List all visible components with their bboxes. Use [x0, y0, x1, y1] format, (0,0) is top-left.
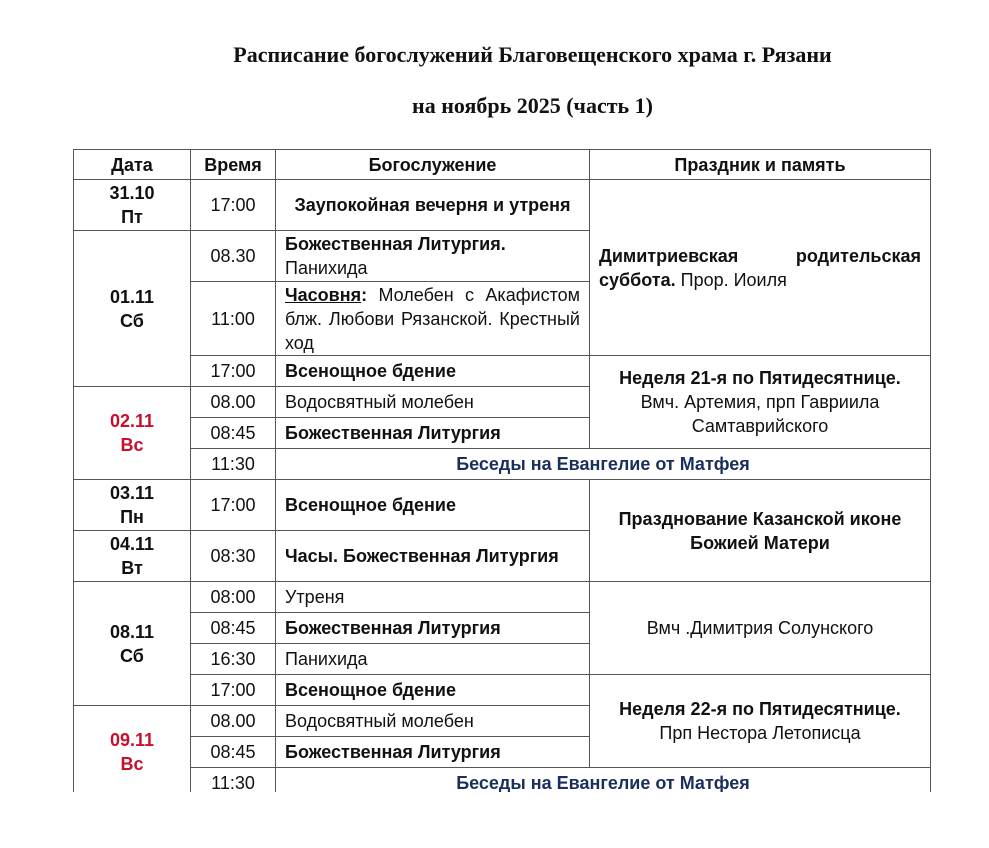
service-cell: Часовня: Молебен с Акафистом блж. Любови Рязанской. Крестный ход — [276, 282, 590, 356]
service-cell: Божественная Литургия — [276, 418, 590, 449]
service-cell: Утреня — [276, 582, 590, 613]
table-row — [74, 356, 931, 387]
service-cell: Всенощное бдение — [276, 675, 590, 706]
service-cell: Водосвятный молебен — [276, 706, 590, 737]
service-cell: Божественная Литургия — [276, 737, 590, 768]
date-cell: 02.11 Вс — [74, 387, 191, 480]
service-cell: Божественная Литургия. Панихида — [276, 231, 590, 282]
service-cell: Всенощное бдение — [276, 356, 590, 387]
time-cell: 17:00 — [191, 356, 276, 387]
chapel-label: Часовня — [285, 284, 362, 305]
time-cell: 11:00 — [191, 282, 276, 356]
date-cell: 09.11 Вс — [74, 706, 191, 798]
feast-cell: Вмч .Димитрия Солунского — [590, 582, 931, 675]
time-cell: 08:30 — [191, 531, 276, 582]
talk-cell: Беседы на Евангелие от Матфея — [276, 768, 931, 798]
time-cell: 08.00 — [191, 706, 276, 737]
page-crop-edge — [0, 792, 989, 848]
date-cell: 08.11 Сб — [74, 582, 191, 706]
header-feast: Праздник и память — [590, 150, 931, 180]
service-cell: Всенощное бдение — [276, 480, 590, 531]
service-cell: Панихида — [276, 644, 590, 675]
time-cell: 11:30 — [191, 449, 276, 480]
table-row — [74, 449, 931, 480]
time-cell: 17:00 — [191, 180, 276, 231]
service-cell: Заупокойная вечерня и утреня — [276, 180, 590, 231]
time-cell: 08:45 — [191, 613, 276, 644]
date-cell: 01.11 Сб — [74, 231, 191, 387]
time-cell: 17:00 — [191, 675, 276, 706]
service-cell: Часы. Божественная Литургия — [276, 531, 590, 582]
service-cell: Божественная Литургия — [276, 613, 590, 644]
time-cell: 17:00 — [191, 480, 276, 531]
feast-cell: Димитриевская родительская суббота. Прор. Иоиля — [590, 180, 931, 356]
table-row — [74, 675, 931, 706]
date-cell: 04.11 Вт — [74, 531, 191, 582]
header-time: Время — [191, 150, 276, 180]
schedule-title: Расписание богослужений Благовещенского храма г. Рязани — [233, 42, 832, 67]
header-row — [74, 150, 931, 180]
time-cell: 08:45 — [191, 737, 276, 768]
feast-cell: Неделя 22-я по Пятидесятнице. Прп Нестора Летописца — [590, 675, 931, 768]
table-row — [74, 582, 931, 613]
header-date: Дата — [74, 150, 191, 180]
time-cell: 08:00 — [191, 582, 276, 613]
time-cell: 11:30 — [191, 768, 276, 798]
header-service: Богослужение — [276, 150, 590, 180]
date-cell: 03.11 Пн — [74, 480, 191, 531]
schedule-subtitle: на ноябрь 2025 (часть 1) — [412, 93, 653, 118]
time-cell: 08:45 — [191, 418, 276, 449]
feast-cell: Неделя 21-я по Пятидесятнице. Вмч. Артемия, прп Гавриила Самтаврийского — [590, 356, 931, 449]
talk-cell: Беседы на Евангелие от Матфея — [276, 449, 931, 480]
date-cell: 31.10 Пт — [74, 180, 191, 231]
time-cell: 08.30 — [191, 231, 276, 282]
service-cell: Водосвятный молебен — [276, 387, 590, 418]
time-cell: 16:30 — [191, 644, 276, 675]
schedule-table — [73, 149, 931, 798]
feast-cell: Празднование Казанской иконе Божией Матери — [590, 480, 931, 582]
table-row — [74, 180, 931, 231]
time-cell: 08.00 — [191, 387, 276, 418]
table-row — [74, 480, 931, 531]
